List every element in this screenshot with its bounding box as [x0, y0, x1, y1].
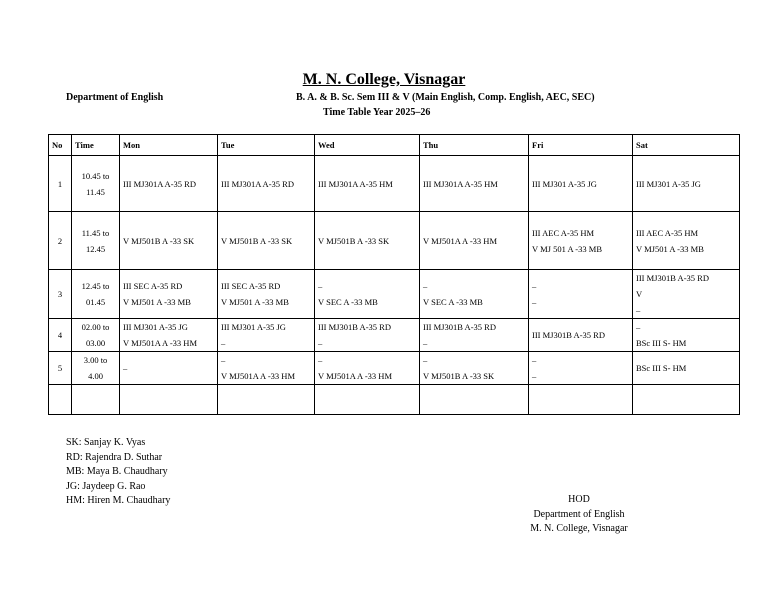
cell-line: BSc III S- HM — [636, 338, 687, 348]
department-label: Department of English — [66, 92, 164, 103]
schedule-cell — [315, 212, 420, 270]
column-header: Mon — [120, 135, 218, 156]
empty-cell — [315, 385, 420, 415]
table-row — [49, 319, 740, 352]
cell-line: III MJ301B A-35 RD — [636, 273, 709, 283]
table-row — [49, 352, 740, 385]
column-header: Thu — [420, 135, 529, 156]
legend-item: SK: Sanjay K. Vyas — [66, 437, 146, 448]
cell-line: BSc III S- HM — [636, 363, 687, 373]
time-line: 03.00 — [85, 338, 106, 348]
cell-line: – — [318, 281, 323, 291]
cell-line: III MJ301B A-35 RD — [423, 322, 496, 332]
time-line: 02.00 to — [81, 322, 110, 332]
cell-line: V MJ501B A -33 SK — [318, 235, 390, 246]
column-header: Wed — [315, 135, 420, 156]
time-line: 12.45 to — [81, 281, 110, 291]
cell-line: – — [221, 355, 226, 365]
schedule-cell — [120, 352, 218, 385]
cell-line: – — [123, 363, 128, 373]
schedule-cell — [420, 319, 529, 352]
cell-line: V MJ 501 A -33 MB — [532, 243, 602, 254]
time-line: 01.45 — [85, 297, 106, 307]
cell-line: V MJ501A A -33 HM — [123, 338, 197, 348]
cell-line: III SEC A-35 RD — [123, 281, 183, 291]
time-line: 12.45 — [85, 243, 106, 254]
time-line: 4.00 — [88, 371, 103, 381]
cell-line: V MJ501B A -33 SK — [123, 235, 195, 246]
schedule-cell — [218, 156, 315, 212]
period-number: 3 — [49, 270, 72, 319]
time-line: 11.45 — [86, 186, 105, 197]
period-time — [72, 156, 120, 212]
cell-line: V MJ501 A -33 MB — [221, 297, 289, 307]
cell-line: V MJ501B A -33 SK — [221, 235, 293, 246]
empty-cell — [218, 385, 315, 415]
cell-line: V MJ501B A -33 SK — [423, 371, 495, 381]
column-header: Tue — [218, 135, 315, 156]
time-line: 11.45 to — [81, 227, 110, 238]
period-number: 4 — [49, 319, 72, 352]
schedule-cell — [633, 270, 740, 319]
schedule-cell — [120, 156, 218, 212]
period-number: 2 — [49, 212, 72, 270]
cell-line: III MJ301B A-35 RD — [532, 330, 605, 340]
course-subtitle: B. A. & B. Sc. Sem III & V (Main English, Comp. English, AEC, SEC) — [296, 92, 595, 103]
cell-line: III MJ301 A-35 JG — [221, 322, 286, 332]
time-line: 10.45 to — [81, 170, 110, 181]
legend-item: RD: Rajendra D. Suthar — [66, 451, 163, 463]
schedule-cell — [529, 352, 633, 385]
column-header: Time — [72, 135, 120, 156]
time-line: 3.00 to — [83, 355, 108, 365]
cell-line: V MJ501 A -33 MB — [123, 297, 191, 307]
empty-row — [49, 385, 740, 415]
empty-cell — [633, 385, 740, 415]
schedule-cell — [529, 319, 633, 352]
cell-line: – — [636, 305, 641, 315]
cell-line: III MJ301 A-35 JG — [123, 322, 188, 332]
timetable-year: Time Table Year 2025–26 — [323, 107, 431, 118]
cell-line: – — [318, 338, 323, 348]
schedule-cell — [633, 212, 740, 270]
schedule-cell — [315, 319, 420, 352]
period-time — [72, 352, 120, 385]
cell-line: III SEC A-35 RD — [221, 281, 281, 291]
cell-line: III MJ301 A-35 JG — [636, 178, 701, 189]
schedule-cell — [420, 352, 529, 385]
signature-college: M. N. College, Visnagar — [530, 523, 628, 534]
table-row — [49, 212, 740, 270]
legend-item: MB: Maya B. Chaudhary — [66, 466, 168, 477]
period-number: 1 — [49, 156, 72, 212]
column-header: Sat — [633, 135, 740, 156]
empty-cell — [120, 385, 218, 415]
cell-line: – — [221, 338, 226, 348]
legend-item: JG: Jaydeep G. Rao — [66, 480, 146, 492]
timetable — [48, 134, 740, 415]
period-time — [72, 270, 120, 319]
empty-cell — [72, 385, 120, 415]
schedule-cell — [120, 212, 218, 270]
table-row — [49, 156, 740, 212]
cell-line: V MJ501A A -33 HM — [318, 371, 392, 381]
schedule-cell — [633, 156, 740, 212]
legend-item: HM: Hiren M. Chaudhary — [66, 495, 171, 506]
schedule-cell — [633, 352, 740, 385]
cell-line: – — [532, 371, 537, 381]
cell-line: V MJ501A A -33 HM — [221, 371, 295, 381]
schedule-cell — [218, 270, 315, 319]
empty-cell — [420, 385, 529, 415]
cell-line: III MJ301B A-35 RD — [318, 322, 391, 332]
schedule-cell — [529, 156, 633, 212]
schedule-cell — [315, 352, 420, 385]
cell-line: – — [318, 355, 323, 365]
empty-cell — [49, 385, 72, 415]
college-name: M. N. College, Visnagar — [302, 71, 466, 88]
empty-cell — [529, 385, 633, 415]
period-number: 5 — [49, 352, 72, 385]
signature-department: Department of English — [533, 508, 625, 520]
cell-line: III MJ301A A-35 RD — [221, 178, 294, 189]
cell-line: – — [423, 281, 428, 291]
cell-line: III MJ301 A-35 JG — [532, 178, 597, 189]
column-header: No — [49, 135, 72, 156]
schedule-cell — [420, 212, 529, 270]
cell-line: V SEC A -33 MB — [423, 297, 483, 307]
period-time — [72, 212, 120, 270]
table-header-row — [49, 135, 740, 156]
cell-line: III AEC A-35 HM — [636, 227, 699, 238]
page-title — [0, 71, 768, 89]
schedule-cell — [120, 270, 218, 319]
cell-line: III AEC A-35 HM — [532, 227, 595, 238]
schedule-cell — [120, 319, 218, 352]
schedule-cell — [633, 319, 740, 352]
schedule-cell — [218, 212, 315, 270]
signature-title: HOD — [568, 494, 590, 505]
schedule-cell — [529, 270, 633, 319]
cell-line: V — [636, 289, 643, 299]
cell-line: V SEC A -33 MB — [318, 297, 378, 307]
schedule-cell — [218, 352, 315, 385]
schedule-cell — [315, 156, 420, 212]
cell-line: – — [532, 281, 537, 291]
schedule-cell — [315, 270, 420, 319]
cell-line: III MJ301A A-35 RD — [123, 178, 196, 189]
period-time — [72, 319, 120, 352]
cell-line: – — [636, 322, 641, 332]
teacher-legend — [66, 436, 170, 509]
schedule-cell — [218, 319, 315, 352]
column-header: Fri — [529, 135, 633, 156]
table-row — [49, 270, 740, 319]
cell-line: – — [423, 355, 428, 365]
cell-line: V MJ501A A -33 HM — [423, 235, 497, 246]
cell-line: – — [423, 338, 428, 348]
cell-line: – — [532, 297, 537, 307]
schedule-cell — [529, 212, 633, 270]
cell-line: – — [532, 355, 537, 365]
cell-line: III MJ301A A-35 HM — [423, 178, 498, 189]
cell-line: III MJ301A A-35 HM — [318, 178, 393, 189]
cell-line: V MJ501 A -33 MB — [636, 243, 704, 254]
schedule-cell — [420, 156, 529, 212]
schedule-cell — [420, 270, 529, 319]
signature-block — [524, 493, 634, 537]
